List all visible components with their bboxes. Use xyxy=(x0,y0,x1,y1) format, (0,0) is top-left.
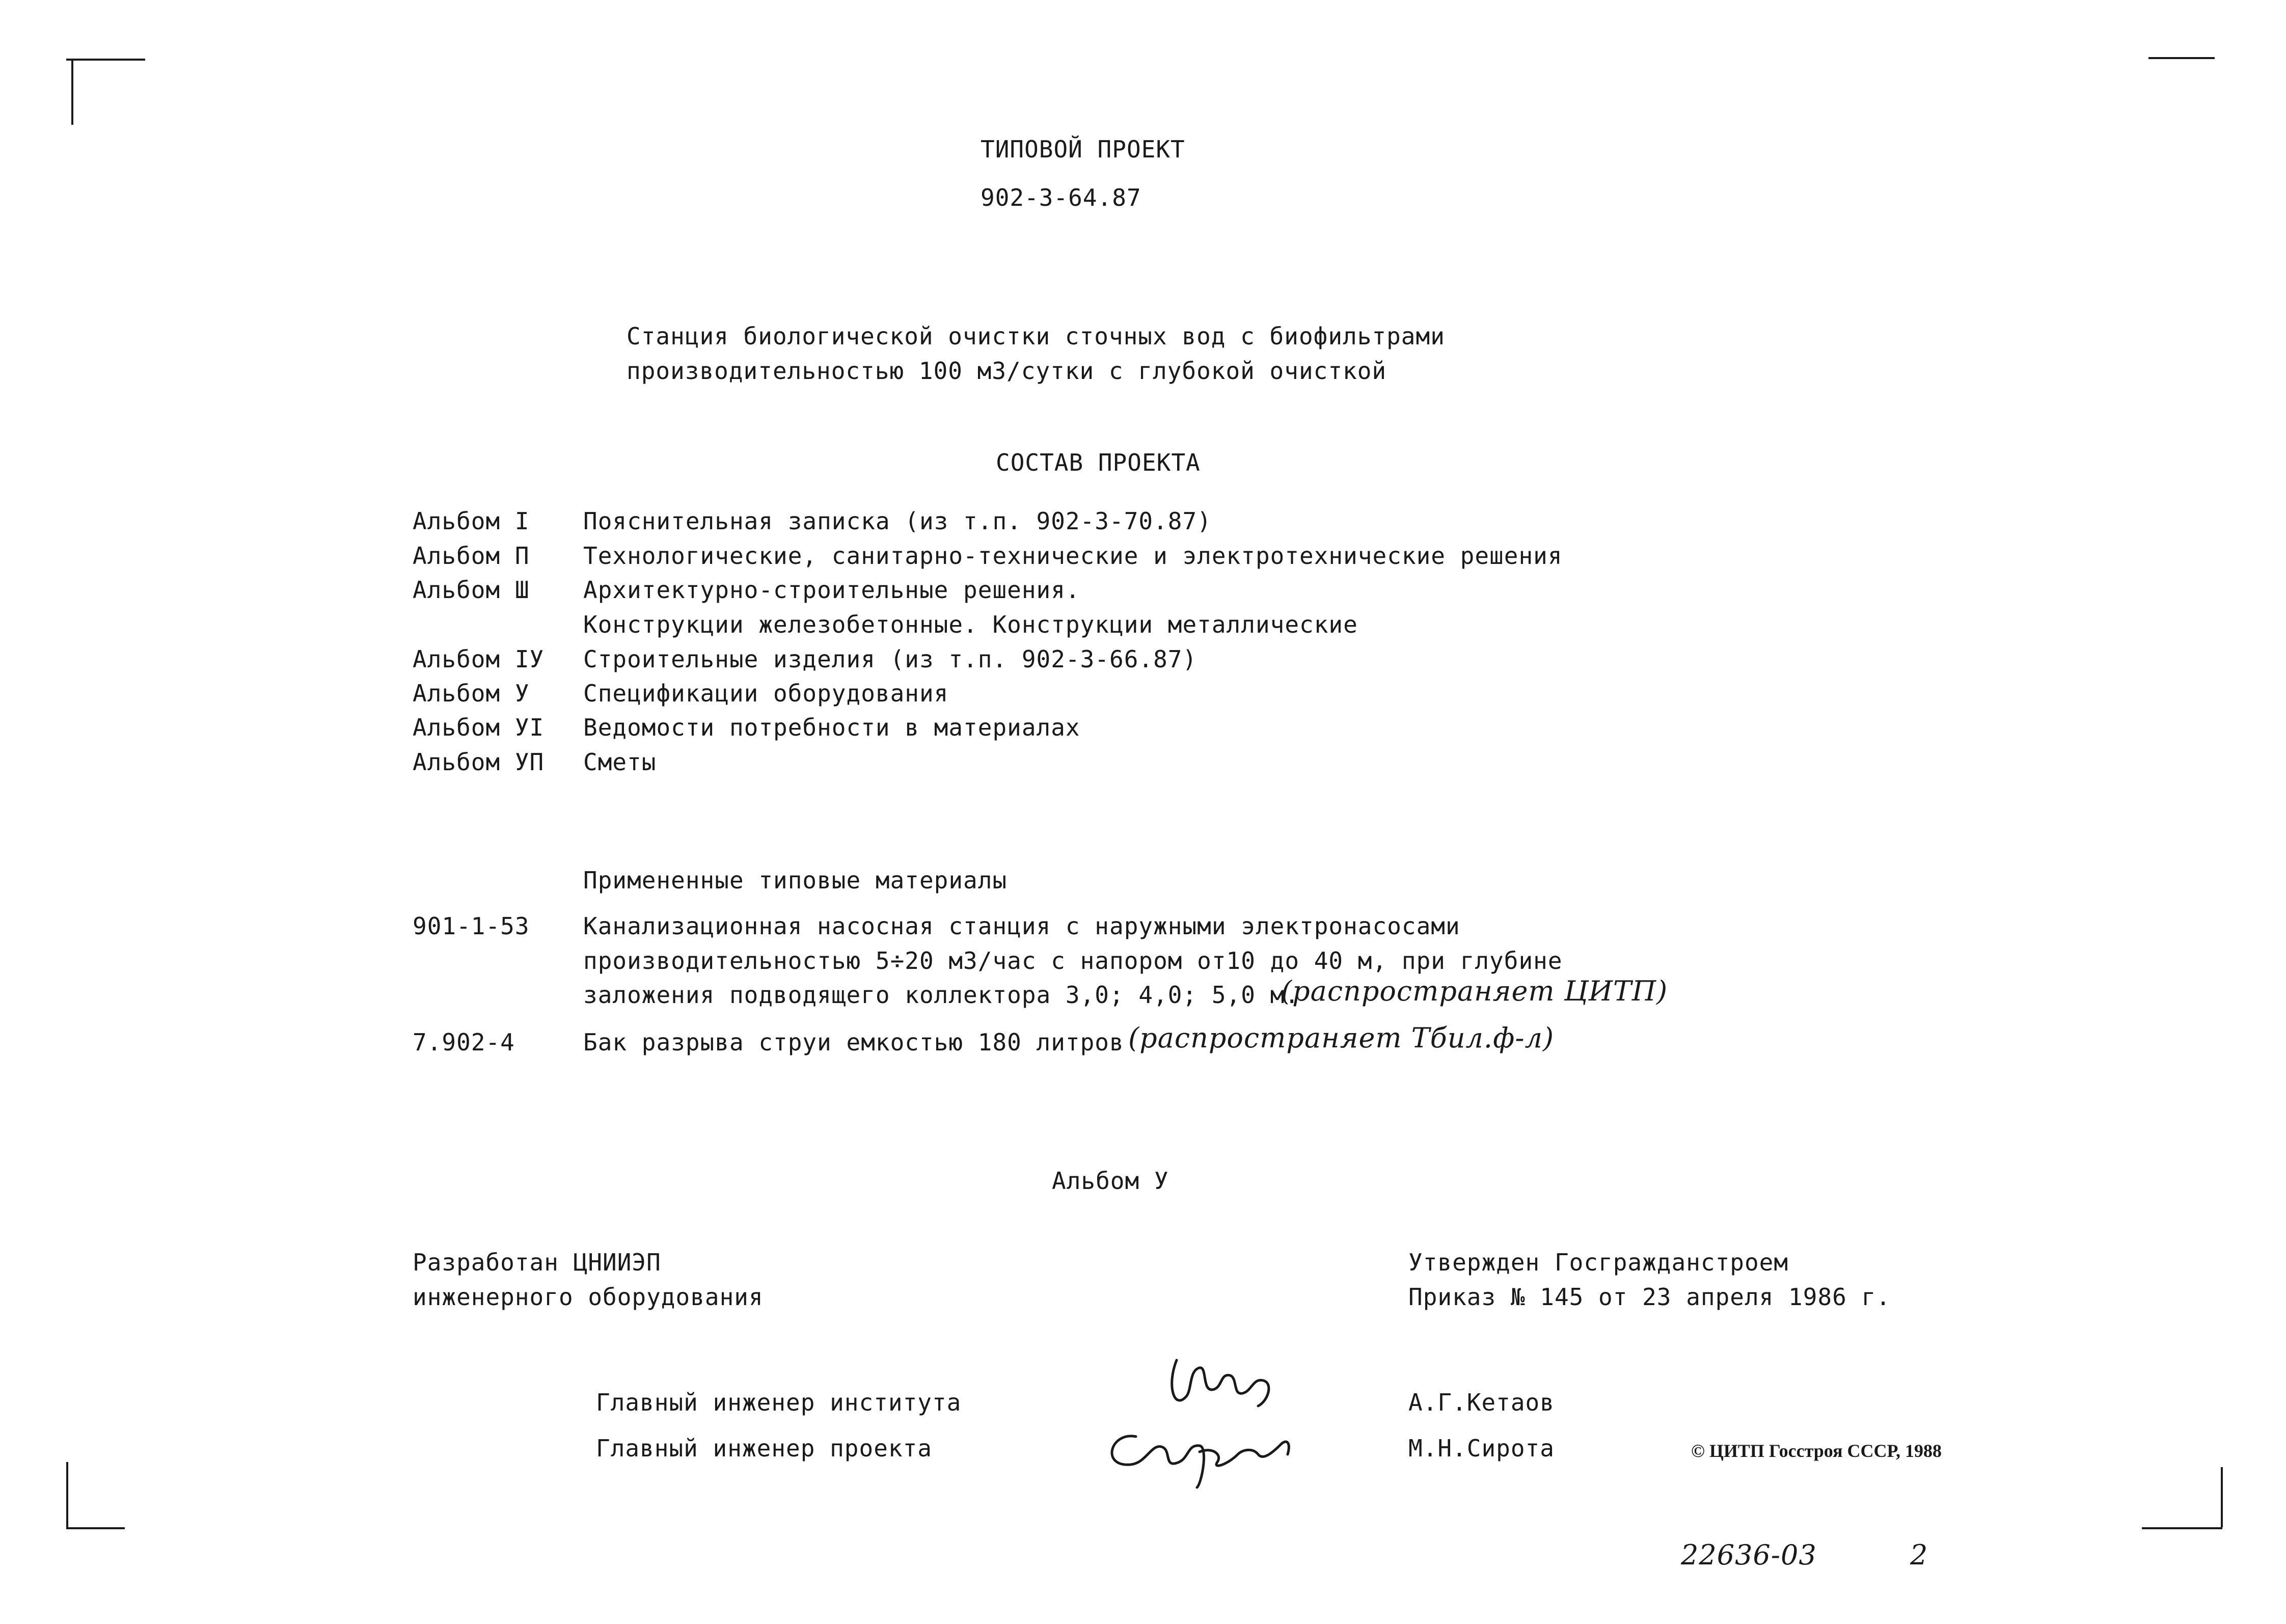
project-title: ТИПОВОЙ ПРОЕКТ xyxy=(981,136,1185,163)
album-text: Ведомости потребности в материалах xyxy=(583,714,1080,741)
album-label: Альбом I xyxy=(413,507,530,535)
copyright-stamp: © ЦИТП Госстроя СССР, 1988 xyxy=(1691,1441,1942,1461)
corner-mark-top-left-h xyxy=(66,59,145,61)
material-code: 901-1-53 xyxy=(413,912,530,940)
material-note-handwritten: (распространяет Тбил.ф-л) xyxy=(1128,1022,1555,1054)
corner-mark-top-left-v xyxy=(71,59,73,125)
approval-line-1: Утвержден Госгражданстроем xyxy=(1408,1249,1789,1276)
signature-lower xyxy=(1112,1436,1289,1487)
project-number: 902-3-64.87 xyxy=(981,184,1141,211)
material-line: производительностью 5÷20 м3/час с напором от10 до 40 м, при глубине xyxy=(583,947,1563,975)
material-line: заложения подводящего коллектора 3,0; 4,0; 5,0 м. xyxy=(583,981,1300,1009)
corner-mark-bottom-left-v xyxy=(66,1462,68,1528)
album-caption: Альбом У xyxy=(1052,1167,1169,1195)
material-note-handwritten: (распространяет ЦИТП) xyxy=(1281,975,1668,1007)
developer-line-2: инженерного оборудования xyxy=(413,1283,764,1311)
subject-line-1: Станция биологической очистки сточных вод с биофильтрами xyxy=(627,322,1445,350)
corner-mark-bottom-left-h xyxy=(66,1527,125,1529)
signatory-name: М.Н.Сирота xyxy=(1408,1434,1555,1462)
album-text: Архитектурно-строительные решения. xyxy=(583,576,1080,604)
corner-mark-bottom-right-v xyxy=(2221,1467,2223,1527)
album-text: Конструкции железобетонные. Конструкции металлические xyxy=(583,611,1358,638)
developer-line-1: Разработан ЦНИИЭП xyxy=(413,1249,661,1276)
handwritten-signatures xyxy=(1090,1330,1304,1493)
material-code: 7.902-4 xyxy=(413,1028,515,1056)
album-label: Альбом УI xyxy=(413,714,545,741)
material-line: Бак разрыва струи емкостью 180 литров xyxy=(583,1028,1124,1056)
album-text: Технологические, санитарно-технические и электротехнические решения xyxy=(583,542,1563,570)
sheet-number: 2 xyxy=(1910,1539,1928,1571)
corner-mark-top-right-h xyxy=(2148,57,2215,59)
materials-heading: Примененные типовые материалы xyxy=(583,867,1008,894)
inventory-number: 22636-03 xyxy=(1681,1539,1817,1571)
album-text: Спецификации оборудования xyxy=(583,680,949,707)
composition-heading: СОСТАВ ПРОЕКТА xyxy=(996,449,1201,476)
signature-upper xyxy=(1172,1360,1269,1406)
signatory-role: Главный инженер института xyxy=(596,1389,962,1416)
album-label: Альбом У xyxy=(413,680,530,707)
corner-mark-bottom-right-h xyxy=(2142,1527,2222,1529)
album-label: Альбом П xyxy=(413,542,530,570)
album-label: Альбом IУ xyxy=(413,645,545,673)
album-label: Альбом УП xyxy=(413,748,545,776)
subject-line-2: производительностью 100 м3/сутки с глубокой очисткой xyxy=(627,357,1387,385)
album-text: Строительные изделия (из т.п. 902-3-66.87) xyxy=(583,645,1198,673)
signatory-name: А.Г.Кетаов xyxy=(1408,1389,1555,1416)
album-text: Пояснительная записка (из т.п. 902-3-70.87) xyxy=(583,507,1212,535)
approval-line-2: Приказ № 145 от 23 апреля 1986 г. xyxy=(1408,1283,1891,1311)
album-text: Сметы xyxy=(583,748,657,776)
album-label: Альбом Ш xyxy=(413,576,530,604)
material-line: Канализационная насосная станция с наружными электронасосами xyxy=(583,912,1460,940)
signatory-role: Главный инженер проекта xyxy=(596,1434,932,1462)
